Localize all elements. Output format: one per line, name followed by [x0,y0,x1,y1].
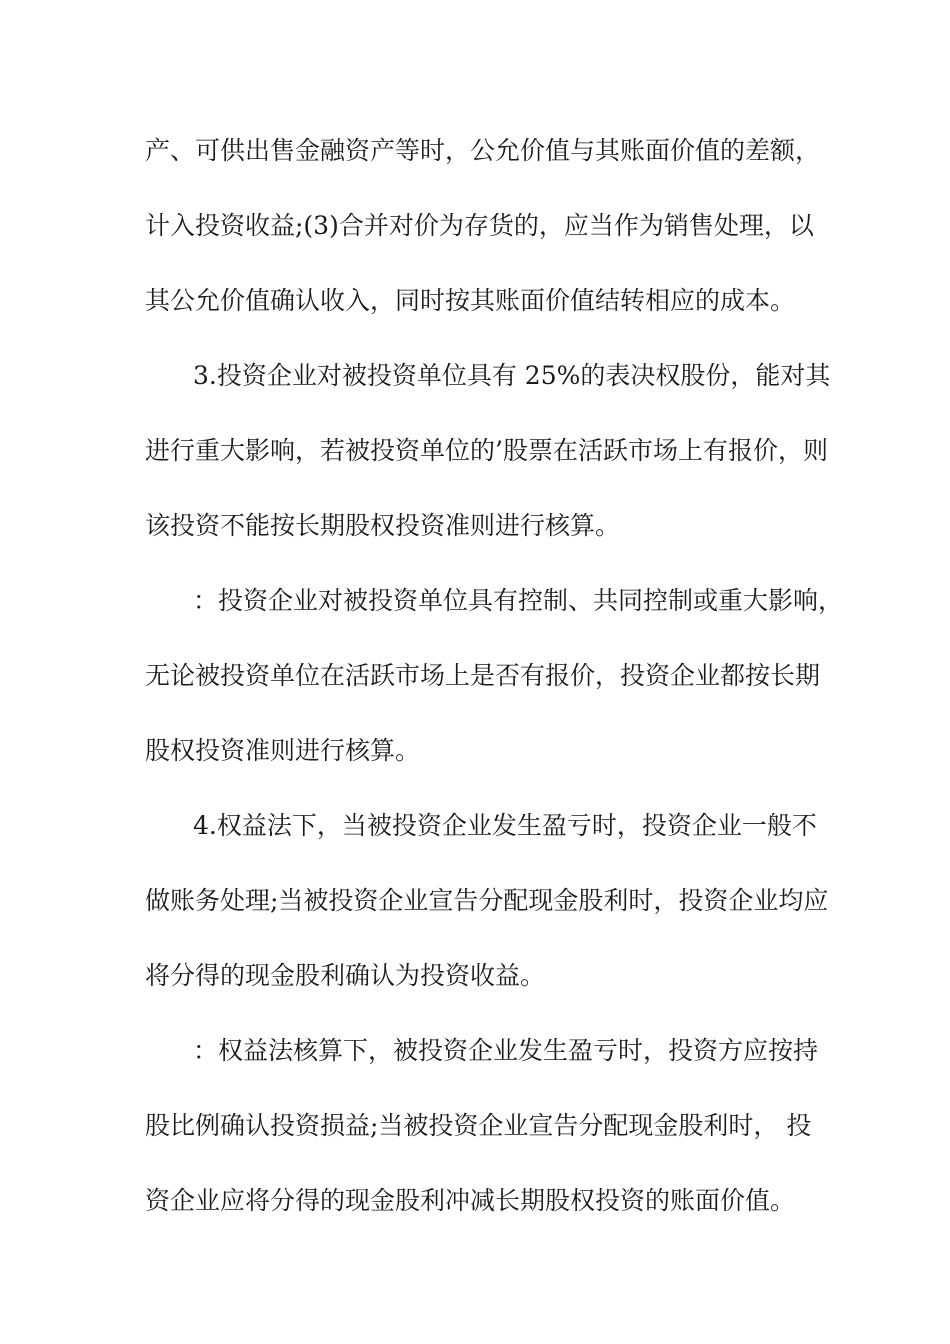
text-line: 该投资不能按长期股权投资准则进行核算。 [145,511,621,540]
text-line: ：投资企业对被投资单位具有控制、共同控制或重大影响， [193,586,844,615]
text-line: 股权投资准则进行核算。 [145,736,421,765]
text-line: 资企业应将分得的现金股利冲减长期股权投资的账面价值。 [145,1186,796,1215]
text-line: 4.权益法下，当被投资企业发生盈亏时，投资企业一般不 [193,811,817,840]
text-line: ：权益法核算下，被投资企业发生盈亏时，投资方应按持 [193,1036,819,1065]
text-line: 做账务处理;当被投资企业宣告分配现金股利时，投资企业均应 [145,886,829,915]
text-line: 将分得的现金股利确认为投资收益。 [145,961,546,990]
text-line: 其公允价值确认收入，同时按其账面价值结转相应的成本。 [145,286,796,315]
text-line: 计入投资收益;(3)合并对价为存货的，应当作为销售处理，以 [145,211,814,240]
text-line: 进行重大影响，若被投资单位的’股票在活跃市场上有报价，则 [145,436,828,465]
text-line: 3.投资企业对被投资单位具有 25%的表决权股份，能对其 [193,361,831,390]
text-line: 无论被投资单位在活跃市场上是否有报价，投资企业都按长期 [145,661,821,690]
text-line: 股比例确认投资损益;当被投资企业宣告分配现金股利时， 投 [145,1111,812,1140]
text-line: 产、可供出售金融资产等时，公允价值与其账面价值的差额， [145,136,821,165]
